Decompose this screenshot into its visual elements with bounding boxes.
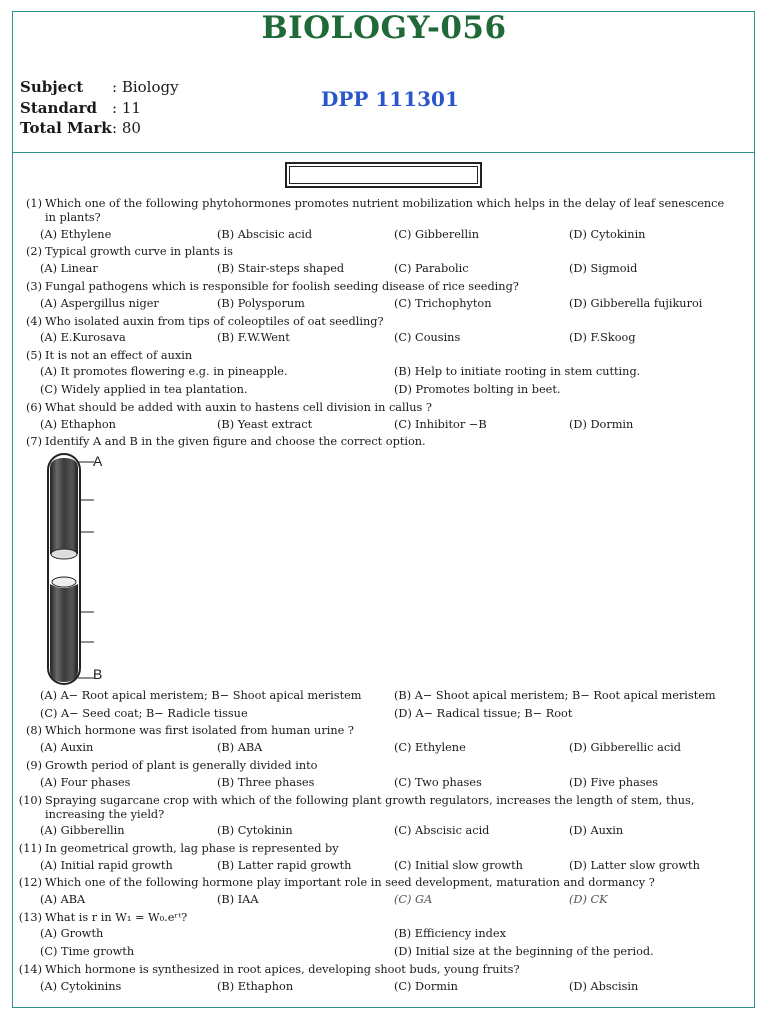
option-b: (B) Stair-steps shaped: [217, 262, 345, 275]
option-a: (A) Cytokinins: [40, 980, 122, 993]
question-text: Identify A and B in the given figure and choose the correct option.: [45, 435, 426, 448]
option-a: (A) It promotes flowering e.g. in pineapple.: [40, 365, 288, 378]
question-text: Which one of the following hormone play important role in seed development, maturation and dormancy ?: [45, 876, 655, 889]
option-d: (D) Gibberella fujikuroi: [569, 297, 703, 310]
option-c: (C) Cousins: [394, 331, 461, 344]
question-text: Which one of the following phytohormones promotes nutrient mobilization which helps in the delay of leaf senescence in plants?: [45, 197, 725, 224]
option-c: (C) Time growth: [40, 945, 135, 958]
option-a: (A) Linear: [40, 262, 98, 275]
option-b: (B) Efficiency index: [394, 927, 506, 940]
question-text: In geometrical growth, lag phase is represented by: [45, 842, 339, 855]
subject-label: Subject: [20, 78, 84, 96]
question-number: (2): [25, 245, 42, 258]
option-d: (D) Promotes bolting in beet.: [394, 383, 561, 396]
question-number: (6): [25, 401, 42, 414]
option-a: (A) Four phases: [40, 776, 131, 789]
total-mark-value: : 80: [112, 119, 141, 137]
option-d: (D) Initial size at the beginning of the period.: [394, 945, 654, 958]
question-text: Fungal pathogens which is responsible for foolish seeding disease of rice seeding?: [45, 280, 519, 293]
standard-value: : 11: [112, 99, 141, 117]
option-d: (D) CK: [569, 893, 608, 906]
option-d: (D) Gibberellic acid: [569, 741, 681, 754]
option-d: (D) Sigmoid: [569, 262, 638, 275]
root-tip-figure: [40, 452, 130, 688]
option-a: (A) ABA: [40, 893, 86, 906]
question-text: Spraying sugarcane crop with which of the following plant growth regulators, increases the length of stem, thus, increasing the yield?: [45, 794, 695, 821]
section-box: [285, 162, 482, 188]
option-b: (B) Ethaphon: [217, 980, 294, 993]
question-number: (9): [25, 759, 42, 772]
option-c: (C) A− Seed coat; B− Radicle tissue: [40, 707, 248, 720]
option-b: (B) IAA: [217, 893, 259, 906]
question-number: (10): [18, 794, 42, 807]
option-a: (A) Ethylene: [40, 228, 112, 241]
option-b: (B) F.W.Went: [217, 331, 290, 344]
option-b: (B) Three phases: [217, 776, 315, 789]
standard-label: Standard: [20, 99, 97, 117]
option-a: (A) Auxin: [40, 741, 94, 754]
option-c: (C) Dormin: [394, 980, 458, 993]
page-title: BIOLOGY-056: [261, 10, 507, 46]
dpp-code: DPP 111301: [321, 87, 459, 111]
option-a: (A) Aspergillus niger: [40, 297, 159, 310]
option-a: (A) Growth: [40, 927, 104, 940]
question-number: (5): [25, 349, 42, 362]
option-a: (A) Gibberellin: [40, 824, 125, 837]
option-d: (D) Latter slow growth: [569, 859, 700, 872]
option-c: (C) Gibberellin: [394, 228, 480, 241]
figure-label-b: B: [93, 666, 103, 682]
option-c: (C) Parabolic: [394, 262, 469, 275]
option-b: (B) Yeast extract: [217, 418, 313, 431]
question-number: (3): [25, 280, 42, 293]
option-a: (A) A− Root apical meristem; B− Shoot apical meristem: [40, 689, 362, 702]
option-d: (D) Five phases: [569, 776, 659, 789]
total-mark-label: Total Mark: [20, 119, 112, 137]
option-b: (B) A− Shoot apical meristem; B− Root apical meristem: [394, 689, 716, 702]
question-number: (7): [25, 435, 42, 448]
option-a: (A) Ethaphon: [40, 418, 116, 431]
option-c: (C) Abscisic acid: [394, 824, 490, 837]
option-a: (A) E.Kurosava: [40, 331, 126, 344]
question-number: (11): [18, 842, 42, 855]
option-d: (D) F.Skoog: [569, 331, 636, 344]
option-c: (C) Initial slow growth: [394, 859, 523, 872]
option-c: (C) Ethylene: [394, 741, 466, 754]
option-b: (B) Cytokinin: [217, 824, 293, 837]
question-text: What is r in W₁ = W₀.eʳᵗ?: [45, 911, 188, 924]
header-divider: [12, 152, 755, 153]
question-number: (4): [25, 315, 42, 328]
question-number: (12): [18, 876, 42, 889]
option-b: (B) Help to initiate rooting in stem cutting.: [394, 365, 641, 378]
option-c: (C) Trichophyton: [394, 297, 492, 310]
question-number: (8): [25, 724, 42, 737]
question-text: Who isolated auxin from tips of coleoptiles of oat seedling?: [45, 315, 384, 328]
option-d: (D) Dormin: [569, 418, 634, 431]
question-text: Which hormone is synthesized in root apices, developing shoot buds, young fruits?: [45, 963, 520, 976]
question-number: (14): [18, 963, 42, 976]
option-c: (C) Two phases: [394, 776, 482, 789]
option-d: (D) Auxin: [569, 824, 624, 837]
question-text: It is not an effect of auxin: [45, 349, 193, 362]
question-text: What should be added with auxin to hastens cell division in callus ?: [45, 401, 432, 414]
option-b: (B) Latter rapid growth: [217, 859, 352, 872]
subject-row: [20, 77, 179, 98]
standard-row: [20, 98, 141, 119]
option-d: (D) Abscisin: [569, 980, 639, 993]
option-b: (B) ABA: [217, 741, 263, 754]
option-c: (C) Inhibitor −B: [394, 418, 487, 431]
question-text: Typical growth curve in plants is: [45, 245, 233, 258]
option-c: (C) GA: [394, 893, 433, 906]
question-text: Which hormone was first isolated from human urine ?: [45, 724, 354, 737]
option-a: (A) Initial rapid growth: [40, 859, 173, 872]
option-d: (D) A− Radical tissue; B− Root: [394, 707, 573, 720]
total-mark-row: [20, 118, 141, 139]
question-number: (1): [25, 197, 42, 210]
option-b: (B) Polysporum: [217, 297, 305, 310]
question-text: Growth period of plant is generally divided into: [45, 759, 318, 772]
option-b: (B) Abscisic acid: [217, 228, 313, 241]
subject-value: : Biology: [112, 78, 179, 96]
option-d: (D) Cytokinin: [569, 228, 646, 241]
figure-label-a: A: [93, 453, 103, 469]
question-number: (13): [18, 911, 42, 924]
option-c: (C) Widely applied in tea plantation.: [40, 383, 248, 396]
